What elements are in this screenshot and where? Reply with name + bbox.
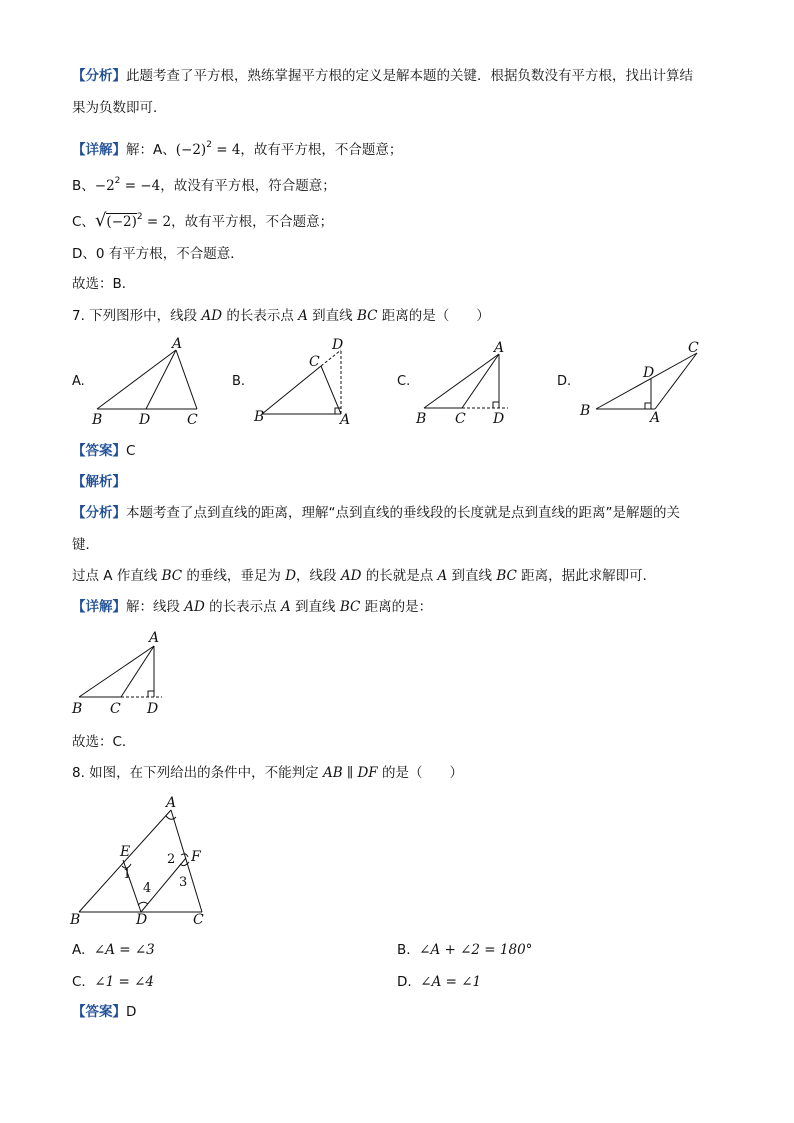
fig-d [596, 353, 697, 409]
detail-fig-ca [121, 646, 154, 697]
q7-detail-seg: AD [184, 599, 205, 615]
fig-d-right-angle [645, 403, 651, 409]
q7-para-seg: AD [340, 568, 362, 584]
fig-d-bc [596, 353, 697, 409]
q8-figure [79, 810, 202, 912]
q7-stem-d: 距离的是（ ） [377, 308, 490, 324]
fig-d-label-c: C [688, 340, 699, 356]
detail-fig-right-angle [148, 691, 154, 697]
fig-c-ca [462, 354, 499, 408]
fig-a-label-b: B [92, 412, 103, 428]
q7-answer-tag: 【答案】 [72, 443, 126, 459]
q8-option-c-expr: ∠1 = ∠4 [94, 974, 155, 990]
q7-para-b: 的垂线，垂足为 [182, 568, 286, 584]
q7-option-a-label: A. [72, 374, 85, 389]
q8-fig-angle-a [166, 816, 176, 819]
q7-analysis-line-2 [72, 535, 99, 555]
q7-detail-b: 的长表示点 [204, 599, 281, 615]
q8-fig-label-a: A [166, 795, 177, 811]
detail-fig-label-c: C [110, 701, 121, 717]
q8-answer-tag: 【答案】 [72, 1004, 126, 1020]
detail-b-expr: −2 [94, 178, 115, 194]
q7-para-d: 的长就是点 [361, 568, 438, 584]
q7-para-line: BC [161, 568, 183, 584]
q7-stem-b: 的长表示点 [222, 308, 299, 324]
fig-d-label-d: D [643, 365, 655, 381]
fig-a-label-d: D [139, 412, 151, 428]
fig-b-bc [262, 366, 321, 414]
detail-b-text: ，故没有平方根，符合题意； [160, 178, 336, 194]
detail-b-exp: 2 [114, 176, 121, 186]
q7-para-f: 距离，据此求解即可． [516, 568, 657, 584]
detail-fig-label-a: A [149, 630, 160, 646]
fig-a-ac [176, 350, 197, 409]
q7-detail-line-name: BC [339, 599, 361, 615]
q7-answer-line [72, 441, 135, 461]
q8-fig-label-3: 3 [179, 875, 188, 890]
fig-b-label-a: A [340, 412, 351, 428]
q7-detail-tag: 【详解】 [72, 599, 126, 615]
q7-pt: A [298, 308, 308, 324]
fig-a [97, 350, 197, 409]
detail-a-result: = 4 [211, 142, 241, 158]
q8-stem-b: 的是（ ） [377, 765, 463, 781]
q7-analysis-text-1: 本题考查了点到直线的距离，理解“点到直线的垂线段的长度就是点到直线的距离”是解题的关 [126, 505, 680, 521]
q7-stem-c: 到直线 [307, 308, 357, 324]
q8-option-a-expr: ∠A = ∠3 [93, 942, 155, 958]
q7-para-foot: D [285, 568, 297, 584]
q8-option-d-expr: ∠A = ∠1 [420, 974, 482, 990]
fig-c-label-b: B [416, 411, 427, 427]
detail-b-result: = −4 [120, 178, 161, 194]
q7-stem-a: 7. 下列图形中，线段 [72, 308, 202, 324]
q8-fig-angle-4 [138, 902, 148, 905]
q7-paragraph [72, 566, 656, 586]
q7-detail-d: 距离的是： [360, 599, 433, 615]
fig-d-label-b: B [580, 403, 591, 419]
q8-option-b-expr: ∠A + ∠2 = 180° [419, 942, 533, 958]
q8-fig-label-c: C [193, 912, 204, 928]
detail-c-expr: (−2) [106, 214, 137, 230]
q8-fig-label-e: E [120, 844, 131, 860]
fig-b-label-d: D [332, 337, 344, 353]
q8-fig-label-d: D [136, 912, 148, 928]
analysis-tag: 【分析】 [72, 68, 126, 84]
detail-b-prefix: B、 [72, 178, 95, 194]
q8-stem [72, 763, 463, 783]
fig-c-label-d: D [493, 411, 505, 427]
q7-detail-pt: A [280, 599, 291, 615]
q8-fig-label-4: 4 [143, 881, 152, 896]
fig-c-ba [424, 354, 499, 408]
detail-a-expr: (−2) [175, 142, 207, 158]
q7-para-c: ，线段 [296, 568, 341, 584]
q8-option-a [72, 940, 155, 960]
q7-analysis-text-2: 键． [72, 537, 99, 553]
detail-c-result: = 2 [142, 214, 172, 230]
q8-answer-line [72, 1002, 136, 1022]
q8-fig-label-2: 2 [167, 852, 176, 867]
detail-fig-label-b: B [72, 701, 83, 717]
q8-option-d [397, 972, 481, 992]
detail-c-text: ，故有平方根，不合题意； [171, 214, 334, 230]
q7-para-pt: A [437, 568, 448, 584]
fig-c-right-angle [493, 402, 499, 408]
detail-a-text: ，故有平方根，不合题意； [240, 142, 403, 158]
q8-fig-label-1: 1 [123, 867, 132, 882]
q7-detail-a: 解：线段 [126, 599, 185, 615]
analysis-text: 此题考查了平方根，熟练掌握平方根的定义是解本题的关键．根据负数没有平方根，找出计算结 [126, 68, 693, 84]
q7-detail-line [72, 597, 432, 617]
q7-option-c-label: C. [397, 374, 411, 389]
detail-c-prefix: C、 [72, 214, 95, 230]
fig-a-label-c: C [187, 412, 198, 428]
q7-detail-c: 到直线 [290, 599, 340, 615]
fig-c [424, 354, 508, 408]
q8-option-c [72, 972, 154, 992]
detail-fig-label-d: D [147, 701, 159, 717]
q7-jiexi-tag: 【解析】 [72, 474, 126, 490]
q7-answer: C [126, 443, 136, 459]
detail-figure [79, 646, 162, 697]
fig-b-label-b: B [254, 409, 265, 425]
q7-para-a: 过点 A 作直线 [72, 568, 162, 584]
q7-analysis-tag: 【分析】 [72, 505, 126, 521]
detail-a-prefix: 解：A、 [126, 142, 176, 158]
q8-option-d-label: D. [397, 974, 412, 990]
fig-a-ad [146, 350, 176, 409]
q7-analysis-line-1 [72, 503, 680, 523]
detail-fig-ba [79, 646, 154, 697]
fig-c-label-a: A [494, 340, 505, 356]
q7-choice-text: 故选：C． [72, 734, 136, 750]
fig-c-label-c: C [455, 411, 466, 427]
q8-rel: AB ∥ DF [322, 765, 378, 781]
q7-line: BC [356, 308, 378, 324]
q7-para-e: 到直线 [447, 568, 497, 584]
sqrt-symbol: √ [94, 210, 107, 231]
q8-fig-ba [79, 810, 171, 912]
fig-b-label-c: C [309, 354, 320, 370]
q7-seg: AD [201, 308, 223, 324]
q8-option-a-label: A. [72, 942, 86, 958]
fig-b [262, 350, 341, 414]
q8-fig-label-b: B [70, 912, 81, 928]
q8-stem-a: 8. 如图，在下列给出的条件中，不能判定 [72, 765, 323, 781]
detail-c-exp: 2 [136, 212, 143, 222]
q7-para-line-2: BC [496, 568, 517, 584]
fig-d-label-a: A [650, 410, 661, 426]
q8-option-c-label: C. [72, 974, 86, 990]
fig-a-label-a: A [172, 336, 183, 352]
analysis-text-2: 果为负数即可． [72, 100, 167, 116]
fig-b-ca [321, 366, 341, 414]
q8-option-b-label: B. [397, 942, 411, 958]
q7-option-b-label: B. [232, 374, 246, 389]
q8-option-b [397, 940, 532, 960]
q7-choice [72, 732, 135, 752]
detail-a-exp: 2 [206, 140, 212, 150]
fig-d-ac [655, 353, 697, 409]
q7-option-d-label: D. [557, 374, 572, 389]
q8-answer: D [126, 1004, 137, 1020]
choice-6-text: 故选：B． [72, 276, 136, 292]
fig-a-ab [97, 350, 176, 409]
detail-d-text: D、0 有平方根，不合题意． [72, 246, 244, 262]
detail-tag: 【详解】 [72, 142, 126, 158]
q7-jiexi-line [72, 472, 126, 492]
q8-fig-label-f: F [191, 849, 201, 865]
